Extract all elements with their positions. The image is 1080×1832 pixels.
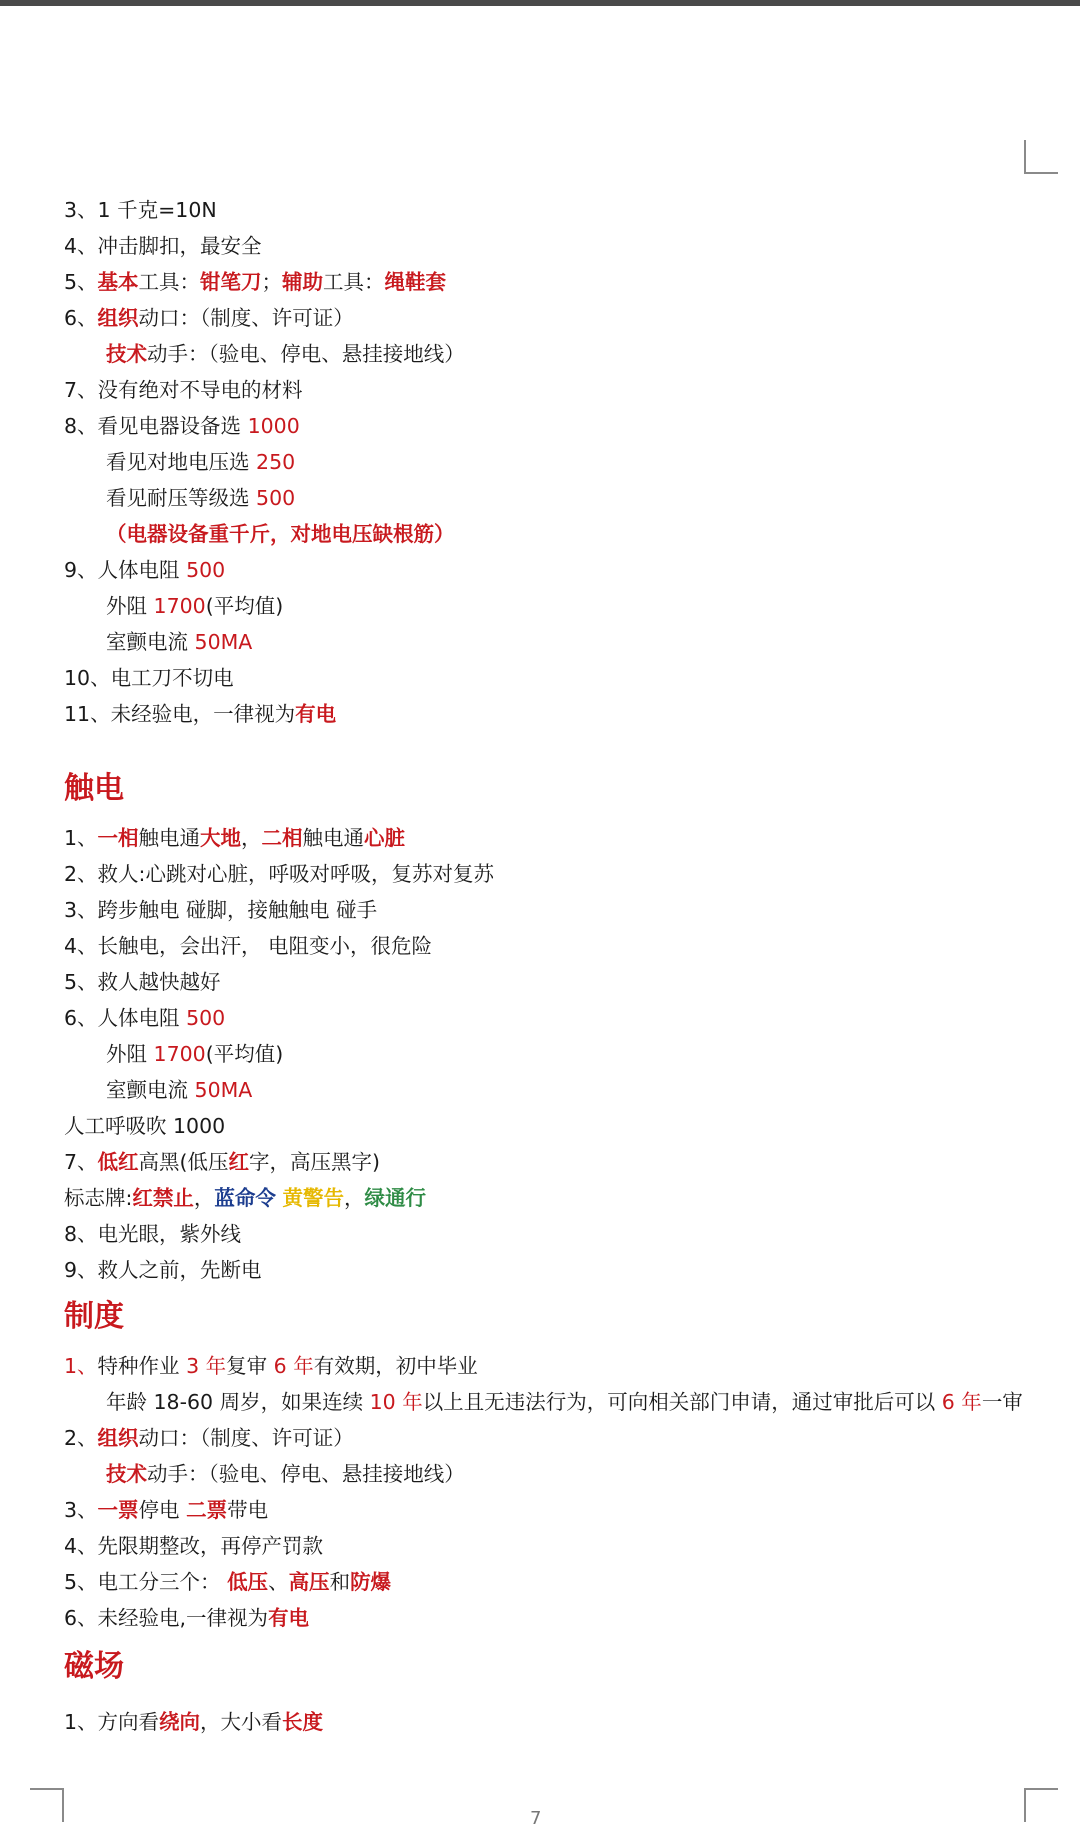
list-item: 年龄 18-60 周岁，如果连续 10 年以上且无违法行为，可向相关部门申请，通过审批后可以 6 年一审 [106, 1390, 1023, 1414]
list-item: 4、冲击脚扣，最安全 [64, 234, 262, 258]
list-item: 4、先限期整改，再停产罚款 [64, 1534, 324, 1558]
list-item: 1、方向看绕向，大小看长度 [64, 1710, 324, 1734]
list-item: 技术动手：（验电、停电、悬挂接地线） [106, 342, 465, 366]
list-item: 5、电工分三个： 低压、高压和防爆 [64, 1570, 392, 1594]
list-item: 6、组织动口：（制度、许可证） [64, 306, 354, 330]
page-corner-mark-bottom-right [1024, 1788, 1058, 1822]
document-body [64, 192, 1064, 1740]
list-item: 8、看见电器设备选 1000 [64, 414, 300, 438]
list-item: 技术动手：（验电、停电、悬挂接地线） [106, 1462, 465, 1486]
list-item: 3、1 千克=10N [64, 198, 217, 222]
list-item: 9、救人之前，先断电 [64, 1258, 262, 1282]
list-item: 6、未经验电,一律视为有电 [64, 1606, 310, 1630]
mnemonic-note: （电器设备重千斤，对地电压缺根筋） [106, 522, 455, 546]
list-item: 6、人体电阻 500 [64, 1006, 226, 1030]
page-corner-mark-bottom-left [30, 1788, 64, 1822]
list-item: 2、组织动口：（制度、许可证） [64, 1426, 354, 1450]
list-item: 3、一票停电 二票带电 [64, 1498, 269, 1522]
list-item: 看见耐压等级选 500 [106, 486, 296, 510]
list-item: 外阻 1700(平均值) [106, 1042, 284, 1066]
list-item: 10、电工刀不切电 [64, 666, 234, 690]
list-item: 1、一相触电通大地，二相触电通心脏 [64, 826, 406, 850]
list-item: 5、基本工具：钳笔刀；辅助工具：绳鞋套 [64, 270, 447, 294]
list-item: 4、长触电，会出汗， 电阻变小，很危险 [64, 934, 433, 958]
sign-colors-item: 标志牌:红禁止，蓝命令 黄警告，绿通行 [64, 1186, 426, 1210]
list-item: 看见对地电压选 250 [106, 450, 296, 474]
list-item: 7、没有绝对不导电的材料 [64, 378, 303, 402]
window-top-bar [0, 0, 1080, 6]
list-item: 人工呼吸吹 1000 [64, 1114, 226, 1138]
list-item: 室颤电流 50MA [106, 1078, 253, 1102]
section-heading-magnetic-field: 磁场 [64, 1649, 124, 1684]
list-item: 1、特种作业 3 年复审 6 年有效期，初中毕业 [64, 1354, 478, 1378]
section-heading-electric-shock: 触电 [64, 771, 124, 806]
section-heading-regulations: 制度 [64, 1299, 124, 1334]
list-item: 11、未经验电，一律视为有电 [64, 702, 337, 726]
list-item: 外阻 1700(平均值) [106, 594, 284, 618]
list-item: 5、救人越快越好 [64, 970, 221, 994]
list-item: 室颤电流 50MA [106, 630, 253, 654]
list-item: 9、人体电阻 500 [64, 558, 226, 582]
list-item: 7、低红高黑(低压红字，高压黑字) [64, 1150, 381, 1174]
list-item: 3、跨步触电 碰脚，接触触电 碰手 [64, 898, 378, 922]
page-number: 7 [530, 1808, 542, 1829]
list-item: 2、救人:心跳对心脏，呼吸对呼吸，复苏对复苏 [64, 862, 494, 886]
list-item: 8、电光眼，紫外线 [64, 1222, 242, 1246]
page-corner-mark-top-right [1024, 140, 1058, 174]
